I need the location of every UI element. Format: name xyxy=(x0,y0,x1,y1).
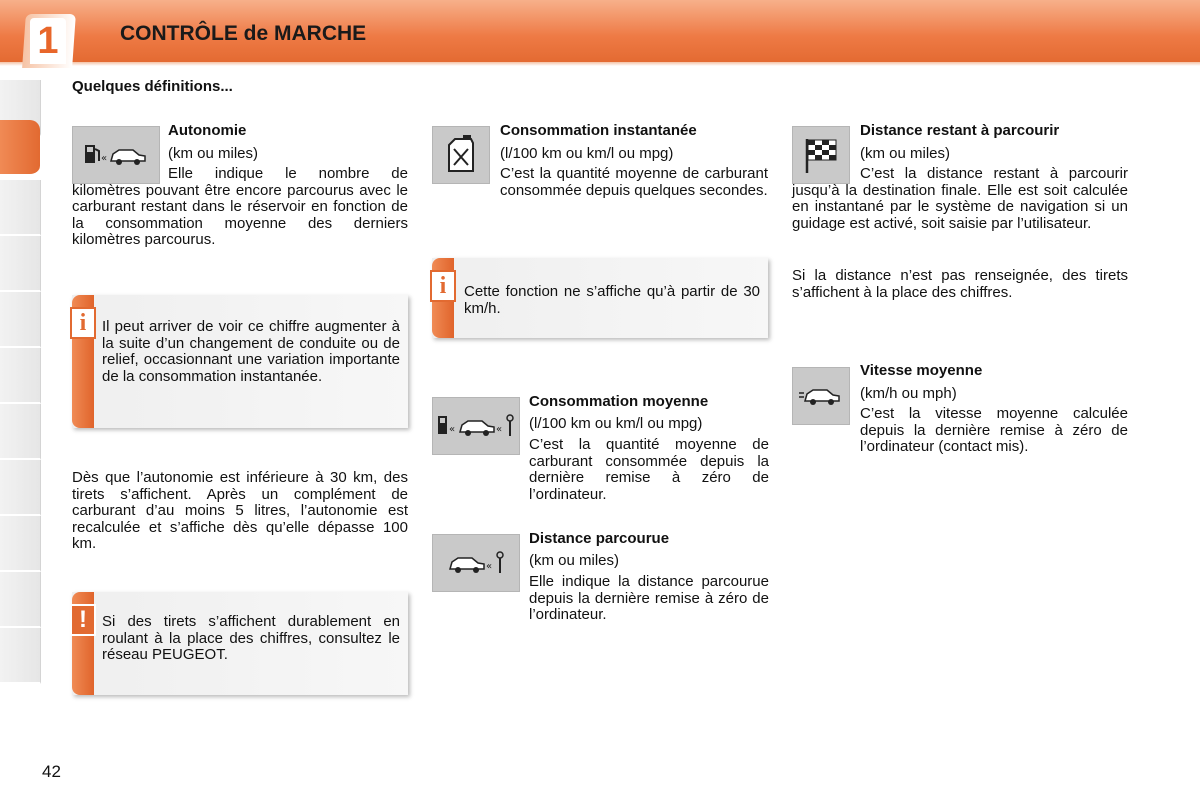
jerrycan-icon xyxy=(432,126,490,184)
page-number: 42 xyxy=(42,762,61,781)
restant-note: Si la distance n’est pas renseignée, des tirets s’affichent à la place des chiffres. xyxy=(792,267,1128,301)
chapter-tabs-rail xyxy=(0,80,42,720)
vitesse-description: C’est la vitesse moyenne calculée depuis la dernière remise à zéro de l’ordinateur (contact mis). xyxy=(860,405,1128,455)
car-reset-icon xyxy=(432,534,520,592)
restant-unit: (km ou miles) xyxy=(860,145,951,162)
moyenne-description: C’est la quantité moyenne de carburant consommée depuis la dernière remise à zéro de l’ordinateur. xyxy=(529,436,769,503)
page-title: CONTRÔLE de MARCHE xyxy=(120,22,367,45)
instantanee-title xyxy=(500,123,768,140)
instantanee-title-text: Consommation instantanée xyxy=(500,122,697,139)
moyenne-unit: (l/100 km ou km/l ou mpg) xyxy=(529,415,703,432)
parcourue-description: Elle indique la distance parcourue depuis la dernière remise à zéro de l’ordinateur. xyxy=(529,573,769,623)
vitesse-title-text: Vitesse moyenne xyxy=(860,362,983,379)
section-heading: Quelques définitions... xyxy=(72,78,233,95)
svg-text:«: « xyxy=(496,424,503,435)
autonomie-note: Dès que l’autonomie est inférieure à 30 km, des tirets s’affichent. Après un complément de carburant d’au moins 5 litres, l’autonomie est recalculée et s’affiche dès qu’elle dépasse 100 km. xyxy=(72,469,408,552)
chapter-tab-10[interactable] xyxy=(0,628,41,684)
vitesse-unit: (km/h ou mph) xyxy=(860,385,957,402)
restant-title xyxy=(860,123,1128,140)
chapter-tab-3[interactable] xyxy=(0,236,41,292)
warning-note-text: Si des tirets s’affichent durablement en roulant à la place des chiffres, consultez le réseau PEUGEOT. xyxy=(102,613,400,663)
autonomie-description: Elle indique le nombre de kilomètres pouvant être encore parcourus avec le carburant restant dans le réservoir en fonction de la consommation moyenne des derniers kilomètres parcourus. xyxy=(72,165,408,248)
info-icon-instantanee: i xyxy=(430,270,456,302)
chapter-tab-6[interactable] xyxy=(0,404,41,460)
parcourue-title-text: Distance parcourue xyxy=(529,530,670,547)
info-icon: i xyxy=(70,307,96,339)
restant-title-text: Distance restant à parcourir xyxy=(860,122,1060,139)
autonomie-unit: (km ou miles) xyxy=(168,145,259,162)
chapter-tab-2[interactable] xyxy=(0,180,41,236)
warning-callout xyxy=(72,592,408,695)
info-autonomie-text: Il peut arriver de voir ce chiffre augmenter à la suite d’un changement de conduite ou de relief, occasionnant une variation importante de la consommation instantanée. xyxy=(102,318,400,385)
chapter-tab-8[interactable] xyxy=(0,516,41,572)
parcourue-title xyxy=(529,531,769,548)
chapter-tab-4[interactable] xyxy=(0,292,41,348)
instantanee-description: C’est la quantité moyenne de carburant consommée depuis quelques secondes. xyxy=(500,165,768,199)
chapter-tab-7[interactable] xyxy=(0,460,41,516)
speeding-car-icon xyxy=(792,367,850,425)
info-instantanee-text: Cette fonction ne s’affiche qu’à partir de 30 km/h. xyxy=(464,283,760,317)
chapter-tab-active[interactable] xyxy=(0,120,40,176)
parcourue-unit: (km ou miles) xyxy=(529,552,620,569)
moyenne-title xyxy=(529,394,769,411)
svg-text:«: « xyxy=(486,561,493,572)
restant-description: C’est la distance restant à parcourir jusqu’à la destination finale. Elle est soit calculée en instantané par le système de navigation si un guidage est activé, soit saisie par l’utilisateur. xyxy=(792,165,1128,232)
info-callout-instantanee xyxy=(432,258,768,338)
warning-icon: ! xyxy=(70,604,96,636)
svg-text:«: « xyxy=(449,424,456,435)
info-callout-autonomie xyxy=(72,295,408,428)
autonomie-title: Autonomie xyxy=(168,122,247,139)
moyenne-title-text: Consommation moyenne xyxy=(529,393,709,410)
chapter-tab-9[interactable] xyxy=(0,572,41,628)
chapter-tab-5[interactable] xyxy=(0,348,41,404)
svg-text:«: « xyxy=(101,153,108,164)
vitesse-title xyxy=(860,363,1128,380)
chapter-number: 1 xyxy=(30,18,66,64)
instantanee-unit: (l/100 km ou km/l ou mpg) xyxy=(500,145,674,162)
fuel-car-reset-icon xyxy=(432,397,520,455)
